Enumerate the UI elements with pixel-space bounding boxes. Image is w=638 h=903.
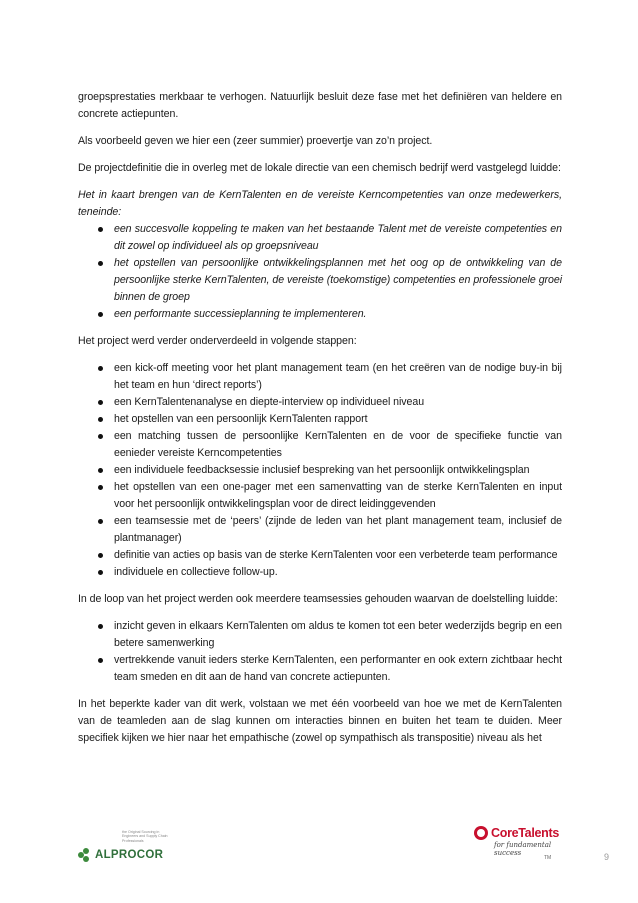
- list-steps: [78, 360, 562, 581]
- list-item: individuele en collectieve follow-up.: [78, 564, 562, 581]
- list-item: een matching tussen de persoonlijke KernTalenten en de voor de specifieke functie van eenieder vereiste Kerncompetenties: [78, 428, 562, 462]
- list-item: een teamsessie met de ‘peers’ (zijnde de leden van het plant management team, inclusief de plantmanager): [78, 513, 562, 547]
- alprocor-tagline: the Original Sourcing in Engineers and Supply Chain Professionals: [122, 830, 168, 843]
- paragraph-example: Als voorbeeld geven we hier een (zeer summier) proevertje van zo’n project.: [78, 135, 433, 147]
- list-item: het opstellen van persoonlijke ontwikkelingsplannen met het oog op de ontwikkeling van de persoonlijke sterke KernTalenten, de vereiste (toekomstige) competenties en professionele groei binnen de groep: [78, 255, 562, 306]
- list-item: inzicht geven in elkaars KernTalenten om aldus te komen tot een beter wederzijds begrip en een betere samenwerking: [78, 618, 562, 652]
- alprocor-name: ALPROCOR: [95, 849, 164, 861]
- coretalents-name: CoreTalents: [491, 826, 560, 840]
- list-item: het opstellen van een persoonlijk KernTalenten rapport: [78, 411, 562, 428]
- list-goals: [78, 221, 562, 323]
- list-item: het opstellen van een one-pager met een samenvatting van de sterke KernTalenten en input voor het persoonlijk ontwikkelingsplan voor de direct leidinggevenden: [78, 479, 562, 513]
- list-item: een performante successieplanning te implementeren.: [78, 306, 562, 323]
- paragraph-teamsessions: In de loop van het project werden ook meerdere teamsessies gehouden waarvan de doelstelling luidde:: [78, 593, 558, 605]
- list-item: een KernTalentenanalyse en diepte-interview op individueel niveau: [78, 394, 562, 411]
- paragraph-project-definition: De projectdefinitie die in overleg met de lokale directie van een chemisch bedrijf werd vastgelegd luidde:: [78, 162, 561, 174]
- page-number: 9: [604, 852, 610, 862]
- coretalents-logo: [474, 826, 574, 876]
- list-team-goals: [78, 618, 562, 686]
- coretalents-mark-icon: [474, 826, 488, 840]
- paragraph-steps-intro: Het project werd verder onderverdeeld in volgende stappen:: [78, 335, 357, 347]
- paragraph-intro: groepsprestaties merkbaar te verhogen. Natuurlijk besluit deze fase met het definiëren van heldere en concrete actiepunten.: [78, 91, 562, 120]
- alprocor-mark-icon: [78, 848, 92, 862]
- coretalents-trademark: TM: [544, 855, 552, 861]
- coretalents-tagline: for fundamental success: [494, 841, 552, 857]
- list-item: een kick-off meeting voor het plant management team (en het creëren van de nodige buy-in bij het team en hun ‘direct reports’): [78, 360, 562, 394]
- list-item: een succesvolle koppeling te maken van het bestaande Talent met de vereiste competenties en dit zowel op individueel als op groepsniveau: [78, 221, 562, 255]
- paragraph-closing: In het beperkte kader van dit werk, volstaan we met één voorbeeld van hoe we met de KernTalenten van de teamleden aan de slag kunnen om interacties binnen en buiten het team te duiden. Meer specifiek kijken we hier naar het empathische (zowel op sympathisch als transpositie) niveau als het: [78, 698, 562, 744]
- list-item: een individuele feedbacksessie inclusief bespreking van het persoonlijk ontwikkelingsplan: [78, 462, 562, 479]
- list-item: vertrekkende vanuit ieders sterke KernTalenten, een performanter en ook extern zichtbaar hecht team smeden en dit aan de hand van concrete actiepunten.: [78, 652, 562, 686]
- list-item: definitie van acties op basis van de sterke KernTalenten voor een verbeterde team performance: [78, 547, 562, 564]
- document-body: [78, 89, 562, 757]
- alprocor-logo: [78, 830, 198, 864]
- paragraph-goal-statement: Het in kaart brengen van de KernTalenten en de vereiste Kerncompetenties van onze medewerkers, teneinde:: [78, 189, 562, 218]
